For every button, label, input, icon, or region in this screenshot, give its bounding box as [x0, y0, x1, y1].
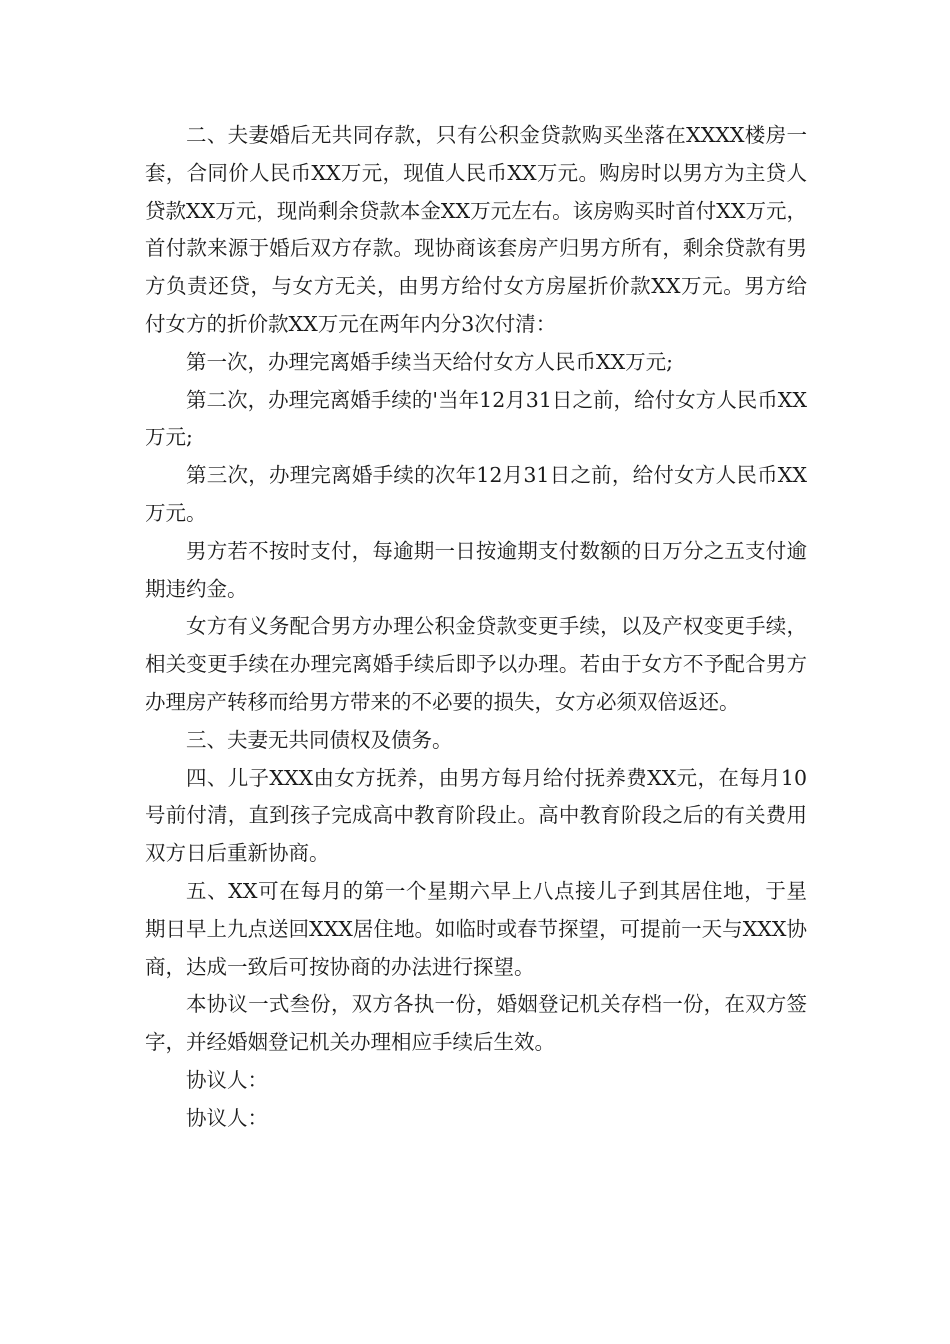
paragraph-late-penalty: 男方若不按时支付，每逾期一日按逾期支付数额的日万分之五支付逾期违约金。 [145, 538, 807, 601]
document-page [145, 117, 807, 1138]
paragraph-first-payment: 第一次，办理完离婚手续当天给付女方人民币XX万元; [186, 349, 674, 374]
paragraph-transfer-duty: 女方有义务配合男方办理公积金贷款变更手续，以及产权变更手续，相关变更手续在办理完离婚手续后即予以办理。若由于女方不予配合男方办理房产转移而给男方带来的不必要的损失，女方必须双倍返还。 [145, 614, 807, 714]
signatory-line-2: 协议人： [186, 1105, 268, 1130]
paragraph-property-house: 二、夫妻婚后无共同存款，只有公积金贷款购买坐落在XXXX楼房一套，合同价人民币XX万元，现值人民币XX万元。购房时以男方为主贷人贷款XX万元，现尚剩余贷款本金XX万元左右。该房购买时首付XX万元，首付款来源于婚后双方存款。现协商该套房产归男方所有，剩余贷款有男方负责还贷，与女方无关，由男方给付女方房屋折价款XX万元。男方给付女方的折价款XX万元在两年内分3次付清： [145, 123, 807, 336]
paragraph-visitation: 五、XX可在每月的第一个星期六早上八点接儿子到其居住地，于星期日早上九点送回XXX居住地。如临时或春节探望，可提前一天与XXX协商，达成一致后可按协商的办法进行探望。 [145, 878, 807, 979]
signatory-line-1: 协议人： [186, 1067, 268, 1092]
paragraph-no-debts: 三、夫妻无共同债权及债务。 [186, 727, 453, 752]
paragraph-copies: 本协议一式叁份，双方各执一份，婚姻登记机关存档一份，在双方签字，并经婚姻登记机关办理相应手续后生效。 [145, 992, 807, 1055]
paragraph-third-payment: 第三次，办理完离婚手续的次年12月31日之前，给付女方人民币XX万元。 [145, 463, 807, 525]
paragraph-child-custody: 四、儿子XXX由女方抚养，由男方每月给付抚养费XX元，在每月10号前付清，直到孩子完成高中教育阶段止。高中教育阶段之后的有关费用双方日后重新协商。 [145, 765, 807, 866]
paragraph-second-payment: 第二次，办理完离婚手续的'当年12月31日之前，给付女方人民币XX万元; [145, 387, 807, 450]
